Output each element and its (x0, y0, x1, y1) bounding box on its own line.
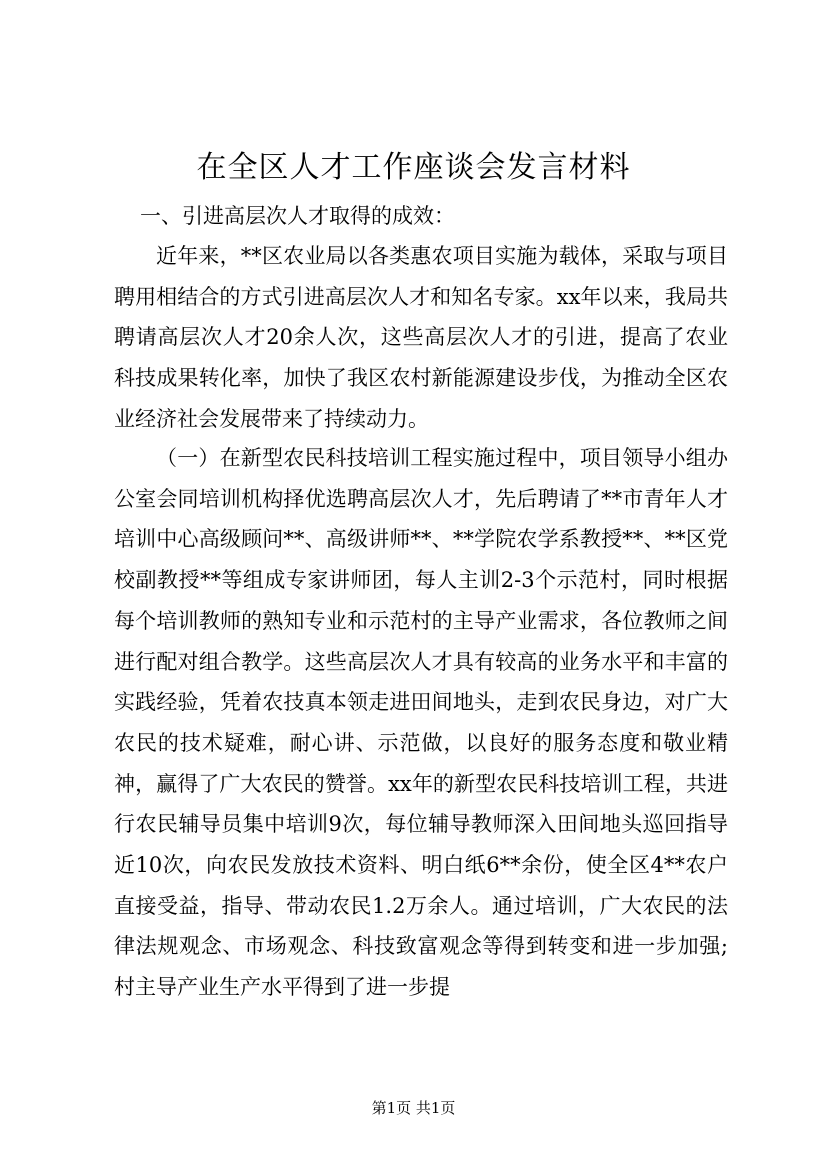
section-heading: 一、引进高层次人才取得的成效： (140, 204, 455, 228)
document-title: 在全区人才工作座谈会发言材料 (196, 150, 631, 185)
body-paragraph: （一）在新型农民科技培训工程实施过程中，项目领导小组办公室会同培训机构择优选聘高层次人才，先后聘请了**市青年人才培训中心高级顾问**、高级讲师**、**学院农学系教授**、**区党校副教授**等组成专家讲师团，每人主训2-3个示范村，同时根据每个培训教师的熟知专业和示范村的主导产业需求，各位教师之间进行配对组合教学。这些高层次人才具有较高的业务水平和丰富的实践经验，凭着农技真本领走进田间地头，走到农民身边，对广大农民的技术疑难，耐心讲、示范做，以良好的服务态度和敬业精神，赢得了广大农民的赞誉。xx年的新型农民科技培训工程，共进行农民辅导员集中培训9次，每位辅导教师深入田间地头巡回指导近10次，向农民发放技术资料、明白纸6**余份，使全区4**农户直接受益，指导、带动农民1.2万余人。通过培训，广大农民的法律法规观念、市场观念、科技致富观念等得到转变和进一步加强;村主导产业生产水平得到了进一步提 (114, 446, 728, 1000)
page-footer: 第1页 共1页 (371, 1099, 456, 1117)
body-paragraph: 近年来，**区农业局以各类惠农项目实施为载体，采取与项目聘用相结合的方式引进高层次人才和知名专家。xx年以来，我局共聘请高层次人才20余人次，这些高层次人才的引进，提高了农业科技成果转化率，加快了我区农村新能源建设步伐，为推动全区农业经济社会发展带来了持续动力。 (114, 244, 728, 431)
